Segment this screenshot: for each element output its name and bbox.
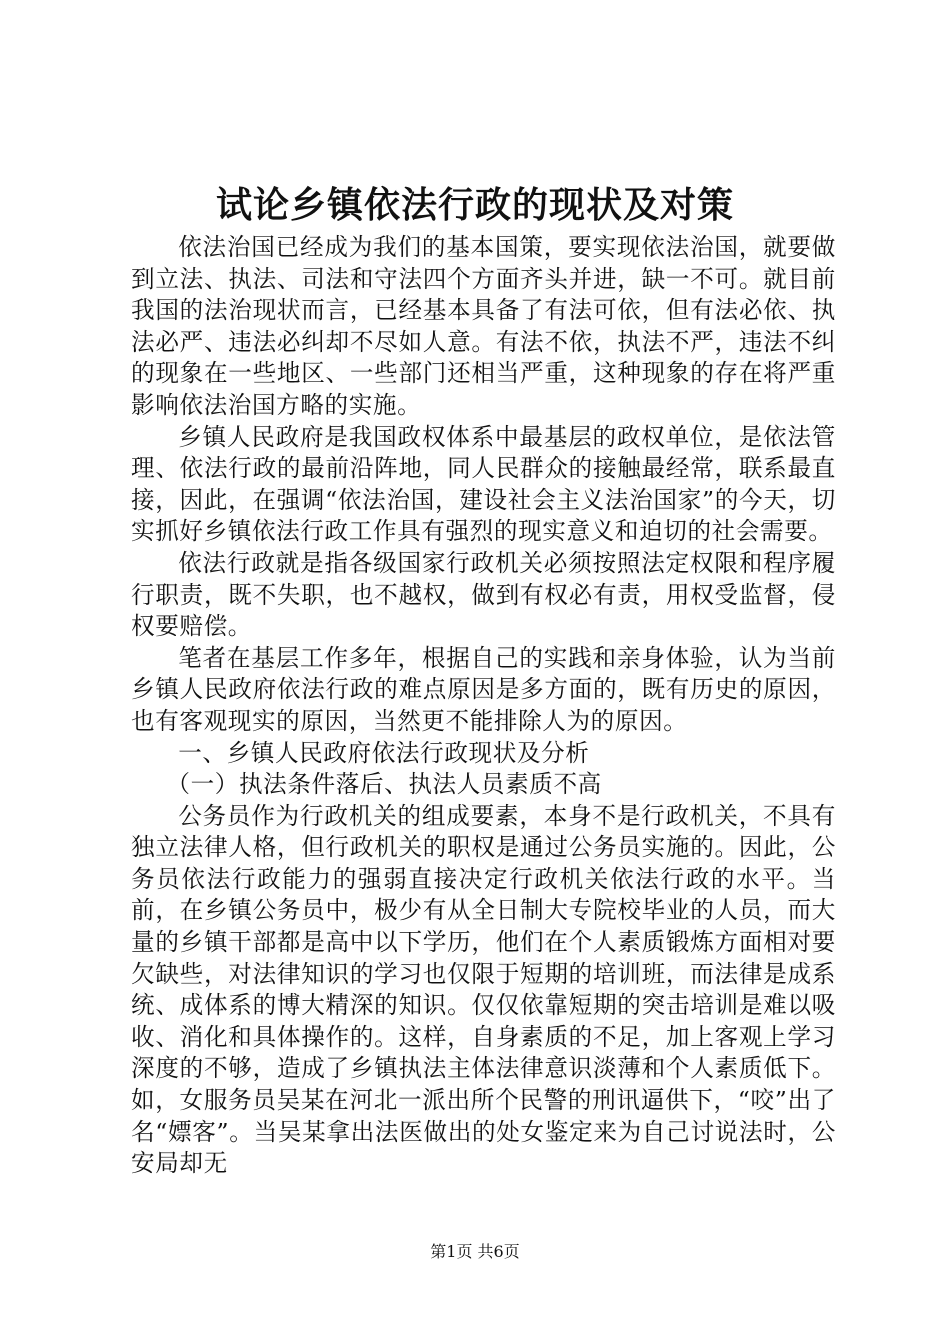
paragraph-4: 笔者在基层工作多年，根据自己的实践和亲身体验，认为当前乡镇人民政府依法行政的难点原因是多方面的，既有历史的原因，也有客观现实的原因，当然更不能排除人为的原因。 (131, 643, 836, 735)
subsection-heading: （一）执法条件落后、执法人员素质不高 (166, 770, 602, 799)
paragraph-1: 依法治国已经成为我们的基本国策，要实现依法治国，就要做到立法、执法、司法和守法四个方面齐头并进，缺一不可。就目前我国的法治现状而言，已经基本具备了有法可依，但有法必依、执法必严、违法必纠却不尽如人意。有法不依，执法不严，违法不纠的现象在一些地区、一些部门还相当严重，这种现象的存在将严重影响依法治国方略的实施。 (131, 233, 836, 419)
document-title: 试论乡镇依法行政的现状及对策 (215, 184, 734, 226)
paragraph-3: 依法行政就是指各级国家行政机关必须按照法定权限和程序履行职责，既不失职，也不越权，做到有权必有责，用权受监督，侵权要赔偿。 (131, 548, 836, 641)
paragraph-2: 乡镇人民政府是我国政权体系中最基层的政权单位，是依法管理、依法行政的最前沿阵地，同人民群众的接触最经常，联系最直接，因此，在强调“依法治国，建设社会主义法治国家”的今天，切实抓好乡镇依法行政工作具有强烈的现实意义和迫切的社会需要。 (131, 422, 836, 546)
section-heading: 一、乡镇人民政府依法行政现状及分析 (178, 738, 590, 767)
paragraph-5: 公务员作为行政机关的组成要素，本身不是行政机关，不具有独立法律人格，但行政机关的职权是通过公务员实施的。因此，公务员依法行政能力的强弱直接决定行政机关依法行政的水平。当前，在乡镇公务员中，极少有从全日制大专院校毕业的人员，而大量的乡镇干部都是高中以下学历，他们在个人素质锻炼方面相对要欠缺些，对法律知识的学习也仅限于短期的培训班，而法律是成系统、成体系的博大精深的知识。仅仅依靠短期的突击培训是难以吸收、消化和具体操作的。这样，自身素质的不足，加上客观上学习深度的不够，造成了乡镇执法主体法律意识淡薄和个人素质低下。如，女服务员吴某在河北一派出所个民警的刑讯逼供下，“咬”出了名“嫖客”。当吴某拿出法医做出的处女鉴定来为自己讨说法时，公安局却无 (131, 801, 836, 1178)
page-footer: 第1页 共6页 (430, 1242, 520, 1261)
document-body (131, 232, 836, 1180)
